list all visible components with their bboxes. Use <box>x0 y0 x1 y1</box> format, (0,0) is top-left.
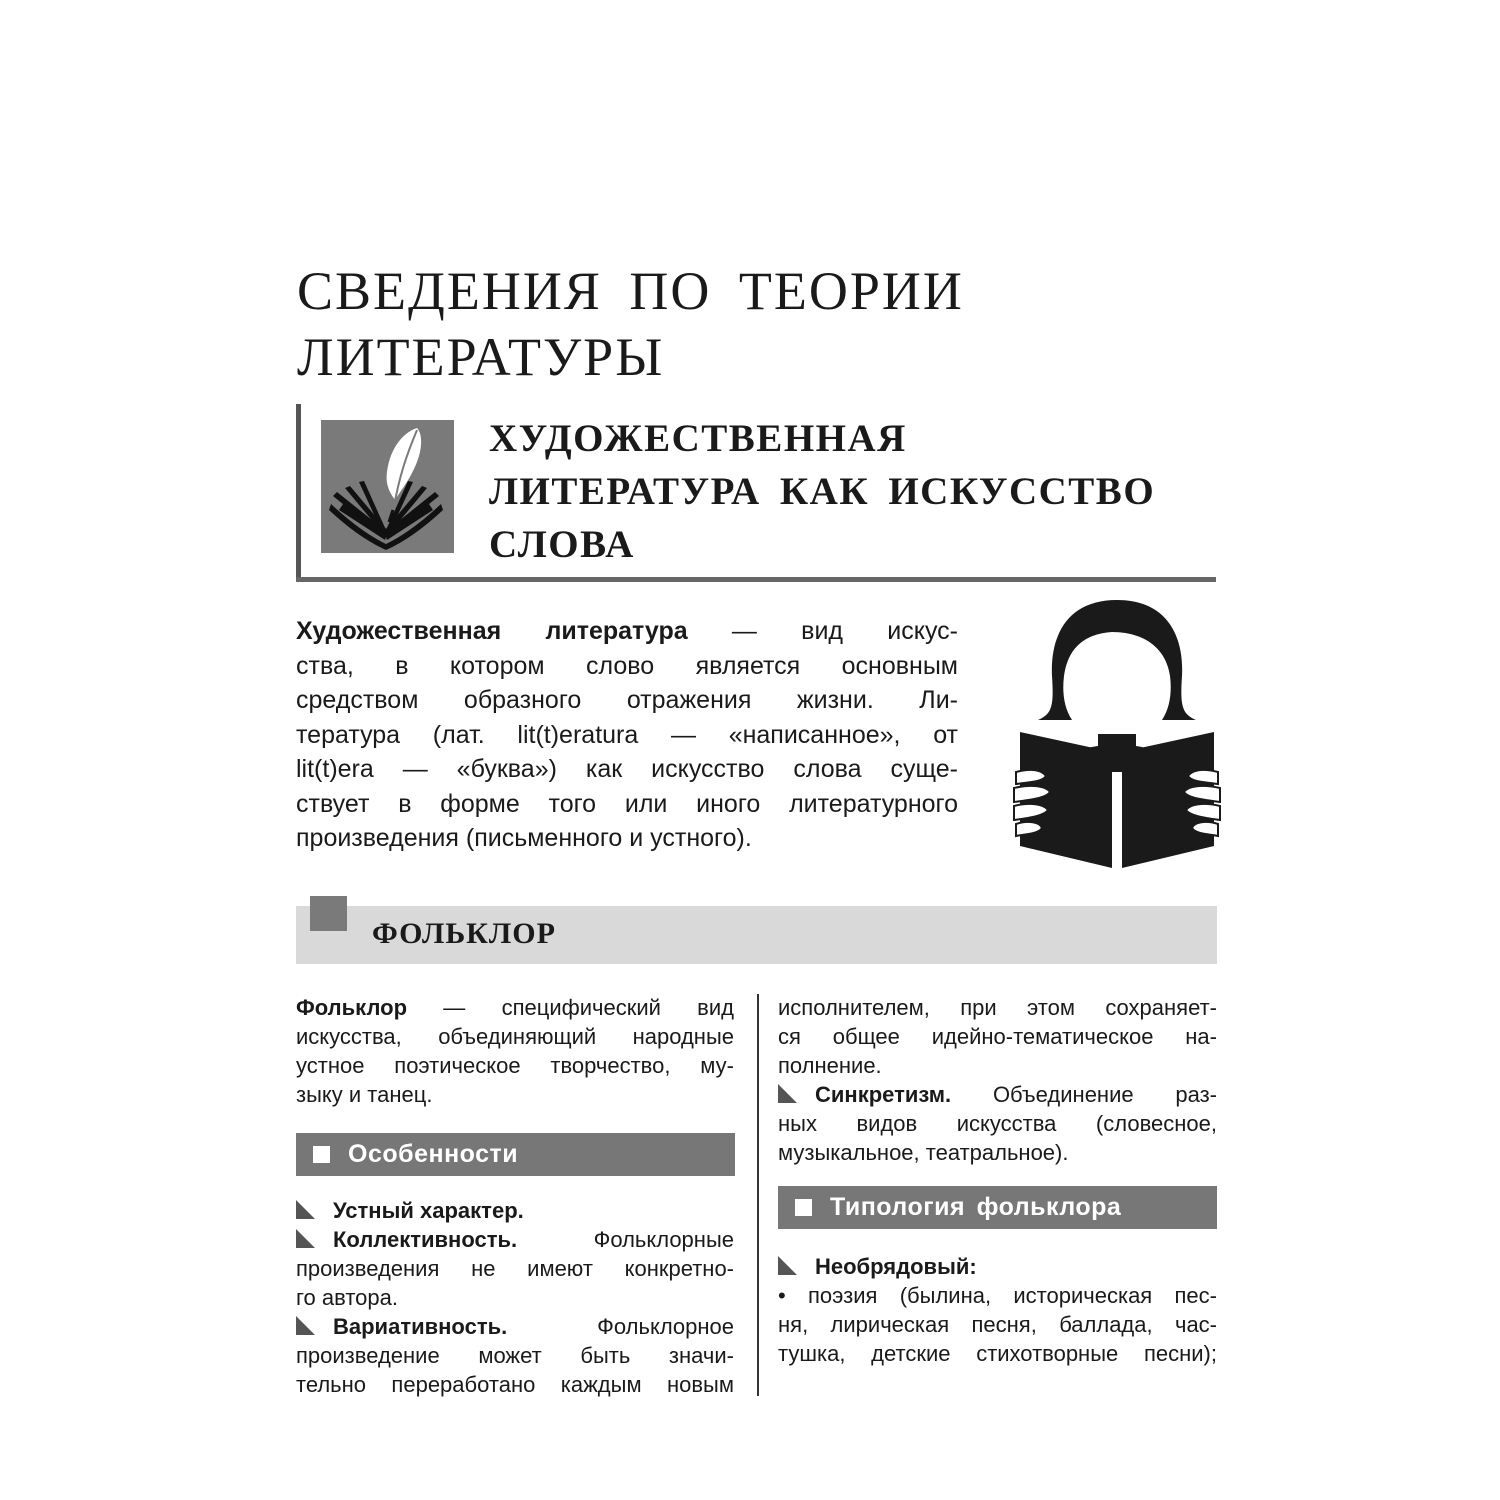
typology-item <box>778 1252 1217 1281</box>
square-bullet-icon <box>313 1146 330 1163</box>
intro-line: lit(t)era — «буква») как искусство слова суще- <box>296 755 958 783</box>
intro-line: тература (лат. lit(t)eratura — «написанное», от <box>296 720 958 749</box>
definition-line: устное поэтическое творчество, му- <box>296 1053 734 1078</box>
triangle-bullet-icon <box>778 1256 797 1275</box>
typology-subheading <box>778 1186 1217 1229</box>
section-header <box>296 404 1216 582</box>
section-title <box>489 412 1209 571</box>
feature-term: Синкретизм. <box>815 1082 952 1107</box>
features-subheading-label: Особенности <box>348 1140 519 1168</box>
page-title <box>297 258 1197 390</box>
feature-text: Фольклорные <box>593 1227 734 1252</box>
triangle-bullet-icon <box>778 1084 797 1103</box>
feature-text: Объединение раз- <box>992 1082 1217 1107</box>
feature-item <box>296 1312 734 1341</box>
definition-line <box>296 993 734 1022</box>
intro-line: произведения (письменного и устного). <box>296 824 752 852</box>
intro-line <box>296 614 958 649</box>
feature-text: Фольклорное <box>597 1314 734 1339</box>
intro-text: — вид искус- <box>731 617 958 645</box>
folklore-definition <box>296 993 734 1109</box>
typology-subheading-label: Типология фольклора <box>830 1193 1122 1221</box>
feature-line: тельно переработано каждым новым <box>296 1372 734 1397</box>
features-list-continued <box>778 993 1217 1167</box>
feature-line: музыкальное, театральное). <box>778 1140 1069 1165</box>
section-bracket-vertical <box>296 404 301 582</box>
typology-line: • поэзия (былина, историческая пес- <box>778 1283 1217 1308</box>
folklore-heading: ФОЛЬКЛОР <box>372 917 556 950</box>
intro-line: средством образного отражения жизни. Ли- <box>296 686 958 714</box>
feature-line: полнение. <box>778 1053 882 1078</box>
definition-term: Фольклор <box>296 995 408 1020</box>
triangle-bullet-icon <box>296 1316 315 1335</box>
reading-person-icon <box>1012 596 1222 871</box>
page-title-line: СВЕДЕНИЯ ПО ТЕОРИИ <box>297 261 964 321</box>
feature-item <box>296 1196 734 1225</box>
definition-line: зыку и танец. <box>296 1082 433 1107</box>
typology-term: Необрядовый: <box>815 1254 977 1279</box>
definition-text: — специфический вид <box>443 995 734 1020</box>
section-title-line: ХУДОЖЕСТВЕННАЯ <box>489 417 907 460</box>
feature-term: Устный характер. <box>333 1198 524 1223</box>
intro-line: ствует в форме того или иного литературного <box>296 789 958 818</box>
definition-line: искусства, объединяющий народные <box>296 1024 734 1049</box>
feature-line: ных видов искусства (словесное, <box>778 1111 1217 1136</box>
page-title-line: ЛИТЕРАТУРЫ <box>297 327 665 387</box>
feature-item <box>778 1080 1217 1109</box>
feature-line: ся общее идейно-тематическое на- <box>778 1024 1217 1049</box>
column-divider <box>757 994 759 1396</box>
quill-book-icon <box>321 420 454 553</box>
intro-term: Художественная литература <box>296 617 688 645</box>
typology-line: ня, лирическая песня, баллада, час- <box>778 1312 1217 1337</box>
section-bracket-horizontal <box>296 577 1216 582</box>
section-title-line: СЛОВА <box>489 523 635 566</box>
feature-term: Коллективность. <box>333 1227 518 1252</box>
feature-line: го автора. <box>296 1285 398 1310</box>
typology-line: тушка, детские стихотворные песни); <box>778 1341 1217 1366</box>
features-list <box>296 1196 734 1399</box>
typology-list <box>778 1252 1217 1368</box>
feature-line: произведения не имеют конкретно- <box>296 1256 734 1281</box>
section-title-line: ЛИТЕРАТУРА КАК ИСКУССТВО <box>489 470 1156 513</box>
triangle-bullet-icon <box>296 1229 315 1248</box>
square-bullet-icon <box>795 1199 812 1216</box>
triangle-bullet-icon <box>296 1200 315 1219</box>
feature-line: исполнителем, при этом сохраняет- <box>778 995 1217 1020</box>
intro-paragraph <box>296 614 958 856</box>
intro-line: ства, в котором слово является основным <box>296 651 958 680</box>
features-subheading <box>296 1133 735 1176</box>
feature-line: произведение может быть значи- <box>296 1343 734 1368</box>
feature-term: Вариативность. <box>333 1314 508 1339</box>
feature-item <box>296 1225 734 1254</box>
square-bullet-icon <box>310 896 347 931</box>
